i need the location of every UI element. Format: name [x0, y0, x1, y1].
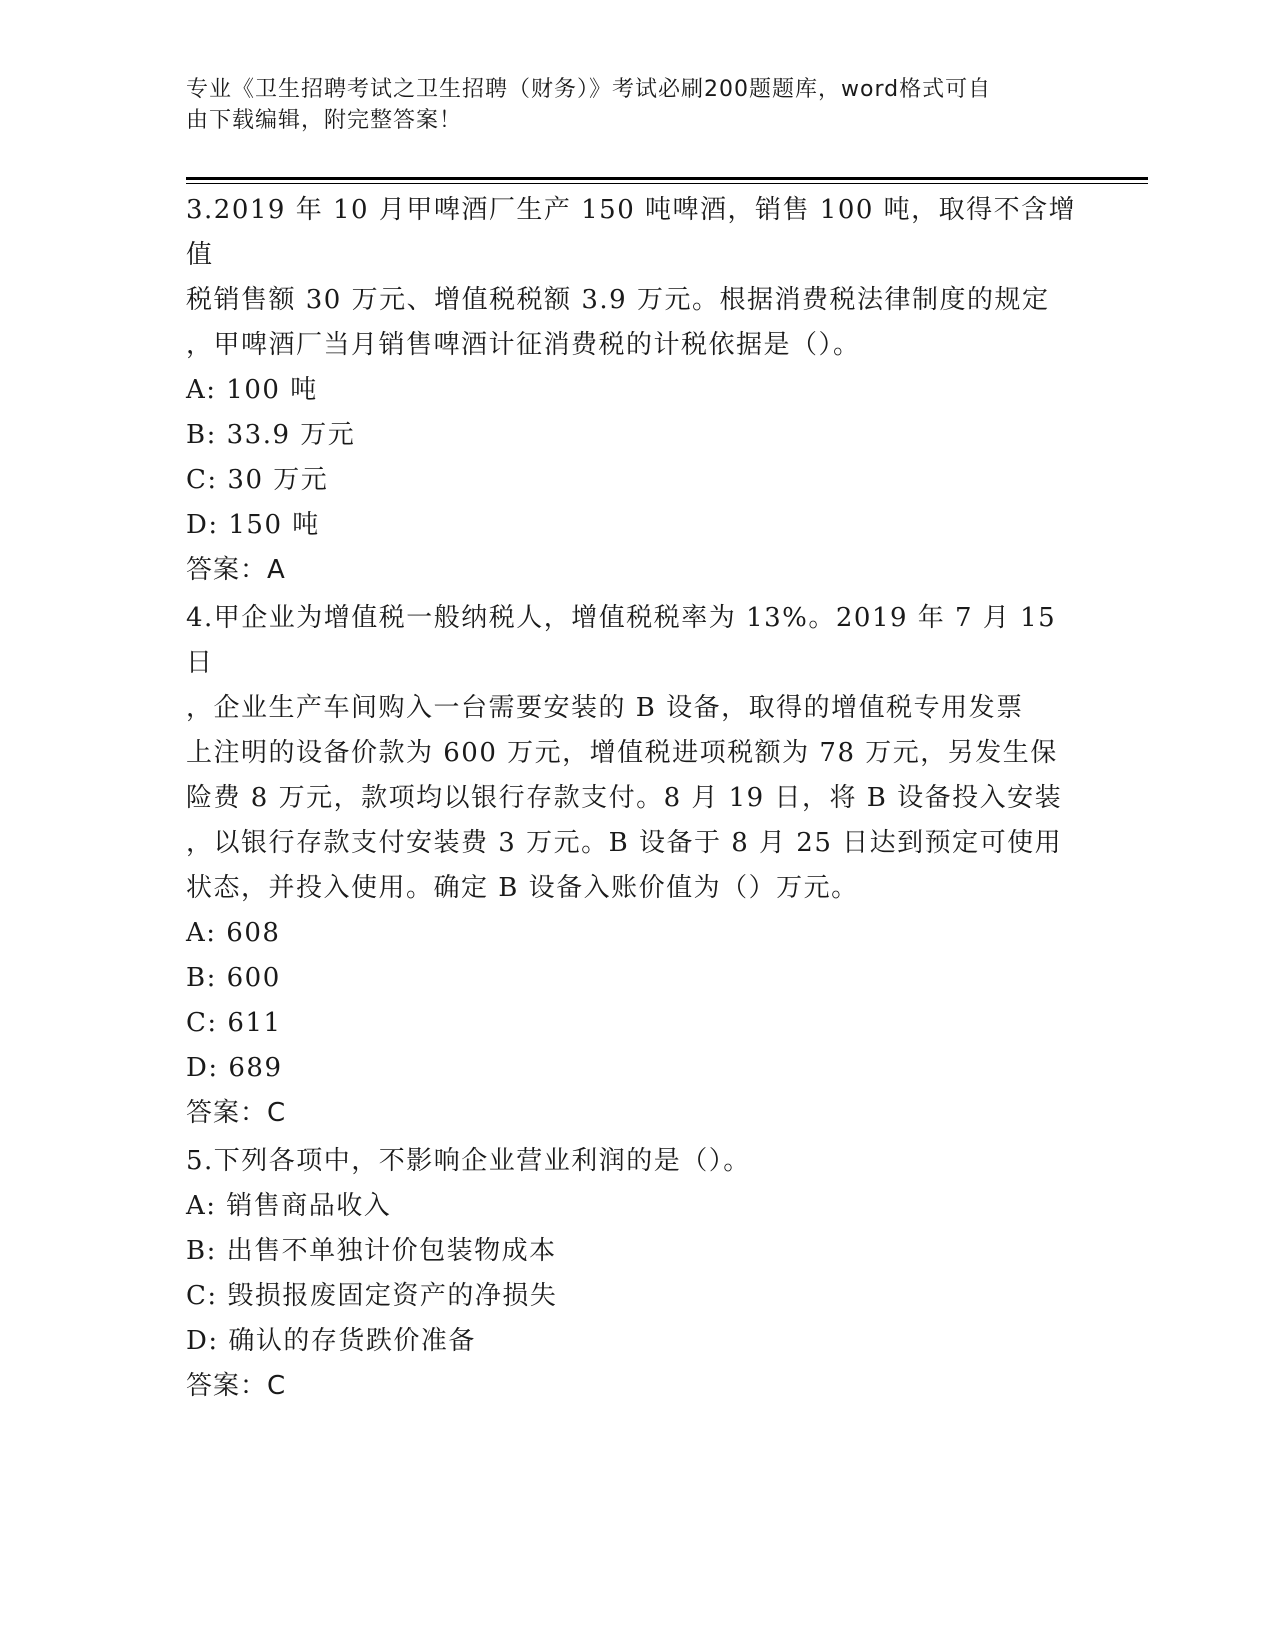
option-b: B: 600 [186, 963, 281, 993]
option-d: D: 150 吨 [186, 510, 320, 540]
option-a: A: 100 吨 [186, 375, 318, 405]
answer: 答案：A [186, 555, 286, 585]
option-b: B: 33.9 万元 [186, 420, 356, 450]
option-d: D: 确认的存货跌价准备 [186, 1326, 476, 1356]
header-line-2: 由下载编辑，附完整答案！ [186, 108, 463, 133]
question-text-line: 4.甲企业为增值税一般纳税人，增值税税率为 13%。2019 年 7 月 15 日 [186, 603, 1057, 678]
option-b: B: 出售不单独计价包装物成本 [186, 1236, 557, 1266]
option-c: C: 611 [186, 1008, 282, 1038]
question-text-line: ，企业生产车间购入一台需要安装的 B 设备，取得的增值税专用发票 [186, 693, 1024, 723]
answer: 答案：C [186, 1098, 287, 1128]
question-4 [186, 596, 1086, 1136]
question-text-line: ，甲啤酒厂当月销售啤酒计征消费税的计税依据是（）。 [186, 330, 861, 360]
question-text-line: 险费 8 万元，款项均以银行存款支付。8 月 19 日，将 B 设备投入安装 [186, 783, 1063, 813]
question-text-line: 税销售额 30 万元、增值税税额 3.9 万元。根据消费税法律制度的规定 [186, 285, 1050, 315]
option-d: D: 689 [186, 1053, 283, 1083]
option-a: A: 销售商品收入 [186, 1191, 392, 1221]
question-text-line: ，以银行存款支付安装费 3 万元。B 设备于 8 月 25 日达到预定可使用 [186, 828, 1063, 858]
option-c: C: 毁损报废固定资产的净损失 [186, 1281, 558, 1311]
header-divider-thin [186, 183, 1148, 184]
question-text-line: 状态，并投入使用。确定 B 设备入账价值为（）万元。 [186, 873, 859, 903]
option-a: A: 608 [186, 918, 281, 948]
option-c: C: 30 万元 [186, 465, 329, 495]
question-text-line: 上注明的设备价款为 600 万元，增值税进项税额为 78 万元，另发生保 [186, 738, 1058, 768]
question-5 [186, 1139, 1086, 1409]
header-divider-thick [186, 177, 1148, 180]
answer: 答案：C [186, 1371, 287, 1401]
question-text-line: 3.2019 年 10 月甲啤酒厂生产 150 吨啤酒，销售 100 吨，取得不含增值 [186, 195, 1077, 270]
question-text-line: 5.下列各项中，不影响企业营业利润的是（）。 [186, 1146, 751, 1176]
question-3 [186, 188, 1086, 593]
header-line-1: 专业《卫生招聘考试之卫生招聘（财务）》考试必刷200题题库，word格式可自 [186, 77, 992, 102]
document-header [186, 74, 1066, 136]
